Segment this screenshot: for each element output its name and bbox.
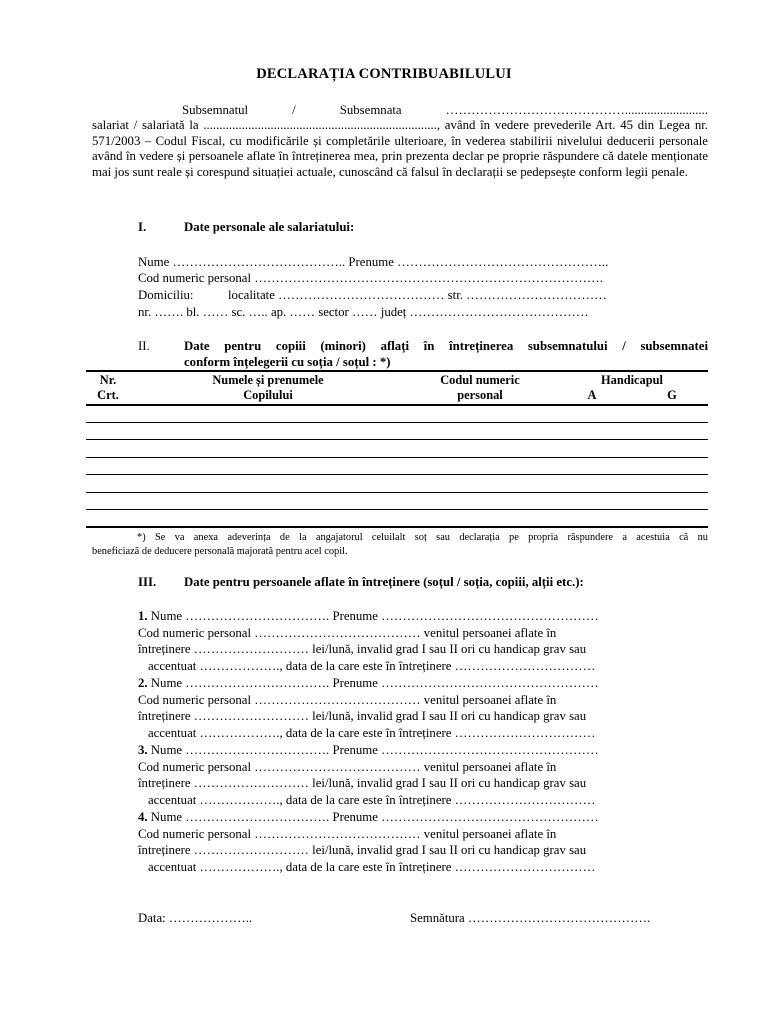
intro-first-line: Subsemnatul / Subsemnata …………………………………….......................... (182, 103, 708, 117)
footnote (92, 531, 708, 559)
person-block-3 (138, 742, 708, 808)
table-header-rule (86, 404, 708, 406)
person-accentuat: accentuat ………………., data de la care este în întreținere …………………………… (148, 658, 596, 673)
person-cnp: Cod numeric personal ………………………………… venitul persoanei aflate în (138, 692, 557, 707)
signature-field: Semnătura ……………………………………. (410, 911, 651, 925)
footnote-line2: beneficiază de deducere personală majorată pentru acel copil. (92, 546, 348, 557)
table-bottom-rule (86, 526, 708, 528)
person-block-4 (138, 809, 708, 875)
person-number: 2. (138, 676, 148, 690)
col-cod-line1: Codul numeric (440, 373, 520, 387)
col-nume-line1: Numele și prenumele (212, 373, 324, 387)
table-row-line (86, 457, 708, 458)
person-number: 4. (138, 810, 148, 824)
nume-prenume-field: Nume ………………………………….. Prenume ………………………………………….. (138, 255, 609, 269)
table-row-line (86, 422, 708, 423)
col-nume-header (178, 373, 358, 402)
col-nr-line2: Crt. (97, 387, 119, 402)
col-nume-line2: Copilului (243, 387, 293, 402)
table-row-line (86, 439, 708, 440)
footnote-line1: *) Se va anexa adeverința de la angajatorul celuilalt soț sau declarația pe propria răspundere a acestuia că nu (137, 532, 708, 543)
person-intretinere: întreținere ……………………… lei/lună, invalid grad I sau II ori cu handicap grav sau (138, 642, 587, 656)
section2-heading-line1: Date pentru copiii (minori) aflați în întreținerea subsemnatului / subsemnatei (184, 339, 708, 353)
table-top-rule (86, 370, 708, 372)
col-handicap-a: A (587, 388, 597, 402)
section1-heading: Date personale ale salariatului: (184, 220, 355, 234)
person-cnp: Cod numeric personal ………………………………… venitul persoanei aflate în (138, 826, 557, 841)
person-accentuat: accentuat ………………., data de la care este în întreținere …………………………… (148, 725, 596, 740)
table-row-line (86, 492, 708, 493)
document-title: DECLARAȚIA CONTRIBUABILULUI (256, 66, 512, 82)
table-row-line (86, 474, 708, 475)
date-field: Data: ……………….. (138, 911, 253, 925)
person-accentuat: accentuat ………………., data de la care este în întreținere …………………………… (148, 859, 596, 874)
person-number: 3. (138, 743, 148, 757)
person-nume: Nume ……………………………. Prenume …………………………………………… (147, 609, 599, 623)
col-handicap-header: Handicapul (601, 373, 663, 387)
section2-heading-line2: conform înțelegerii cu soția / soțul : *) (184, 354, 391, 369)
person-cnp: Cod numeric personal ………………………………… venitul persoanei aflate în (138, 625, 557, 640)
col-cod-line2: personal (457, 387, 503, 402)
table-row-line (86, 509, 708, 510)
person-intretinere: întreținere ……………………… lei/lună, invalid grad I sau II ori cu handicap grav sau (138, 843, 587, 857)
col-nr-header (88, 373, 128, 402)
intro-paragraph (92, 103, 708, 180)
person-block-2 (138, 675, 708, 741)
person-nume: Nume ……………………………. Prenume …………………………………………… (147, 676, 599, 690)
section3-number: III. (138, 575, 157, 589)
intro-body: salariat / salariată la ........................................................................., având în vedere prevederile Art. 45 din Legea nr. 571/2003 – Codul Fiscal, cu modificările și completările ulterioare, în vederea stabilirii nivelului deducerii personale având în vedere și persoanele aflate în întreținerea mea, prin prezenta declar pe proprie răspundere că datele menționate mai jos sunt reale și corespund situației actuale, cunoscând că falsul în declarații se pedepsește conform legii penale. (92, 118, 708, 179)
person-cnp: Cod numeric personal ………………………………… venitul persoanei aflate în (138, 759, 557, 774)
section2-number: II. (138, 339, 150, 353)
cnp-field: Cod numeric personal ………………………………………………………………………. (138, 271, 603, 285)
section3-heading: Date pentru persoanele aflate în întreținere (soțul / soția, copiii, alții etc.): (184, 575, 584, 589)
section2-heading (184, 339, 708, 370)
person-block-1 (138, 608, 708, 674)
domiciliu-label: Domiciliu: (138, 288, 194, 302)
person-number: 1. (138, 609, 148, 623)
col-handicap-g: G (667, 388, 677, 402)
person-accentuat: accentuat ………………., data de la care este în întreținere …………………………… (148, 792, 596, 807)
address-field: nr. ……. bl. …… sc. ….. ap. …… sector …… județ …………………………………… (138, 305, 589, 319)
localitate-field: localitate ………………………………… str. …………………………… (228, 288, 607, 302)
person-intretinere: întreținere ……………………… lei/lună, invalid grad I sau II ori cu handicap grav sau (138, 709, 587, 723)
col-nr-line1: Nr. (99, 373, 117, 387)
person-nume: Nume ……………………………. Prenume …………………………………………… (147, 743, 599, 757)
section1-number: I. (138, 220, 147, 234)
col-cod-header (410, 373, 550, 402)
person-nume: Nume ……………………………. Prenume …………………………………………… (147, 810, 599, 824)
person-intretinere: întreținere ……………………… lei/lună, invalid grad I sau II ori cu handicap grav sau (138, 776, 587, 790)
